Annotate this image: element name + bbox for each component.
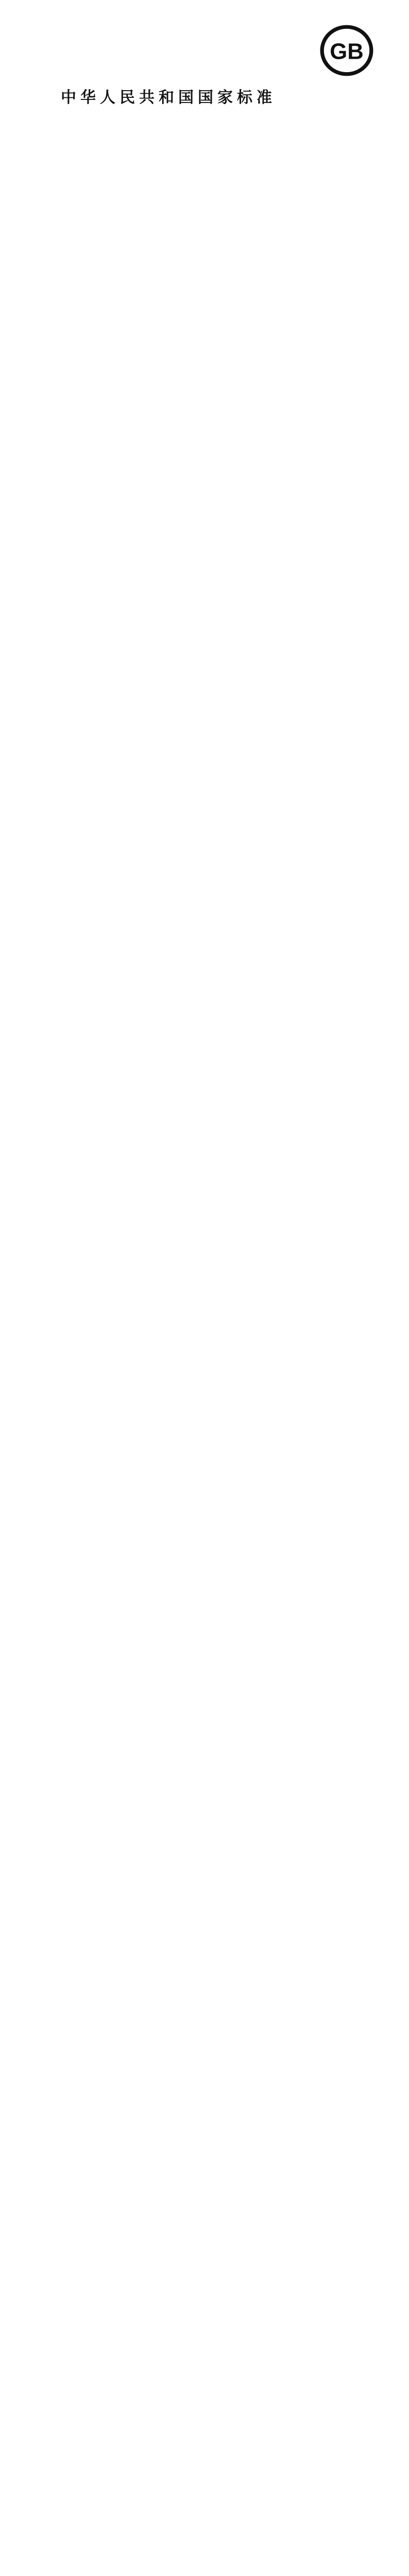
logo-text: 中华人民共和国国家标准 [61, 89, 276, 107]
gb-logo [316, 24, 377, 77]
gb-logo-text: GB [330, 39, 364, 64]
